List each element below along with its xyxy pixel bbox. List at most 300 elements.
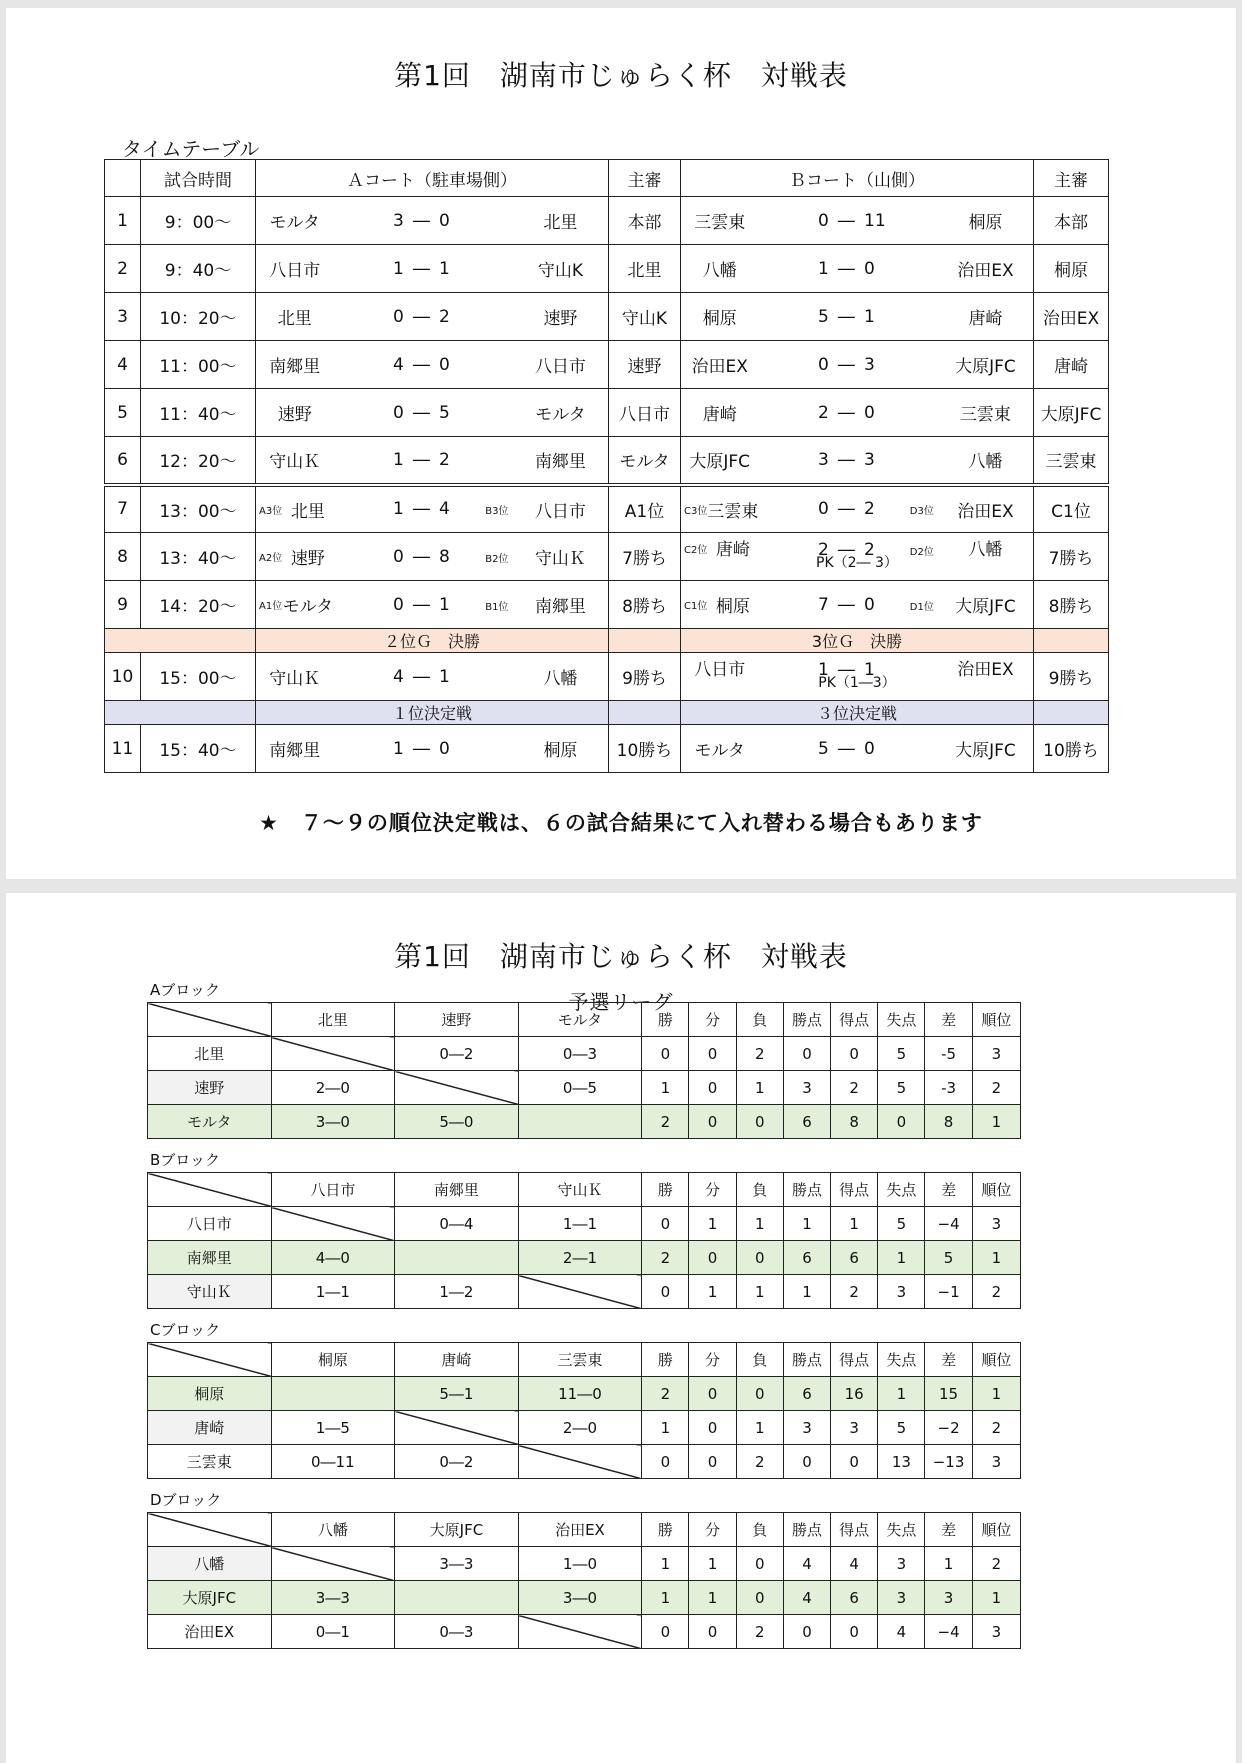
away-score: 0 xyxy=(439,354,450,375)
home-score: 0 xyxy=(818,354,829,375)
match-time: 11：40～ xyxy=(141,389,256,437)
away-score: 2 xyxy=(864,499,875,520)
self-cell xyxy=(395,1411,519,1445)
self-cell xyxy=(518,1445,642,1479)
home-score: 1 xyxy=(393,499,404,520)
result-cell: 1―2 xyxy=(395,1275,519,1309)
away-team: 守山K xyxy=(537,261,584,281)
stat-header: 順位 xyxy=(972,1003,1020,1037)
home-score: 5 xyxy=(818,306,829,327)
seed-tag: B3位 xyxy=(485,506,509,518)
standings-header xyxy=(148,1343,1021,1377)
result-cell: 0―3 xyxy=(518,1037,642,1071)
standings-row xyxy=(148,1071,1021,1105)
score-dash: ― xyxy=(837,499,855,520)
home-score: 4 xyxy=(393,666,404,687)
stat-cell: 2 xyxy=(972,1547,1020,1581)
home-score: 2 xyxy=(818,540,829,561)
referee-a: 北里 xyxy=(609,245,681,293)
result-cell: 3―3 xyxy=(271,1581,395,1615)
match-row xyxy=(105,197,1109,245)
page-title: 第1回 湖南市じゅらく杯 対戦表 xyxy=(394,59,848,92)
stat-header: 勝 xyxy=(642,1173,689,1207)
score-dash: ― xyxy=(412,449,430,470)
stat-cell: 1 xyxy=(878,1241,925,1275)
match-row xyxy=(105,725,1109,773)
stat-cell: 0 xyxy=(831,1037,878,1071)
home-team: 北里 xyxy=(277,309,312,329)
score-dash: ― xyxy=(837,354,855,375)
stat-cell: 1 xyxy=(689,1275,736,1309)
home-score: 2 xyxy=(818,402,829,423)
stat-header: 順位 xyxy=(972,1513,1020,1547)
stat-header: 勝 xyxy=(642,1513,689,1547)
pk-result: PK（1―3） xyxy=(818,675,896,692)
stat-cell: 0 xyxy=(642,1615,689,1649)
away-team: 桐原 xyxy=(543,741,578,761)
stat-cell: 6 xyxy=(783,1105,830,1139)
stat-header: 負 xyxy=(736,1513,783,1547)
stat-cell: 0 xyxy=(689,1037,736,1071)
stat-cell: 2 xyxy=(972,1411,1020,1445)
score-dash: ― xyxy=(412,666,430,687)
result-cell: 0―2 xyxy=(395,1037,519,1071)
self-cell xyxy=(518,1275,642,1309)
stat-cell: 4 xyxy=(831,1547,878,1581)
stat-cell: 5 xyxy=(878,1037,925,1071)
match-time: 10：20～ xyxy=(141,293,256,341)
away-team: 唐崎 xyxy=(968,309,1003,329)
score-dash: ― xyxy=(412,306,430,327)
referee-b: 大原JFC xyxy=(1034,389,1109,437)
standings-row xyxy=(148,1275,1021,1309)
match-no: 9 xyxy=(105,581,141,629)
stat-cell: 2 xyxy=(642,1377,689,1411)
home-team: 桐原 xyxy=(715,597,750,617)
seed-tag: B2位 xyxy=(485,553,509,565)
referee-b: C1位 xyxy=(1034,485,1109,533)
stat-cell: 4 xyxy=(783,1547,830,1581)
stat-header: 得点 xyxy=(831,1003,878,1037)
away-score: 5 xyxy=(439,402,450,423)
stat-header: 分 xyxy=(689,1003,736,1037)
stat-header: 失点 xyxy=(878,1343,925,1377)
home-score: 3 xyxy=(393,210,404,231)
stat-cell: 3 xyxy=(878,1547,925,1581)
score-dash: ― xyxy=(412,354,430,375)
home-team: モルタ xyxy=(269,213,320,233)
page-title-2: 第1回 湖南市じゅらく杯 対戦表 xyxy=(394,940,848,973)
stat-cell: 1 xyxy=(878,1377,925,1411)
stat-header: 分 xyxy=(689,1343,736,1377)
match-cell xyxy=(256,725,609,773)
result-cell: 1―0 xyxy=(518,1547,642,1581)
home-score: 1 xyxy=(818,258,829,279)
header-a_court: Ａコート（駐車場側） xyxy=(256,160,609,197)
home-score: 3 xyxy=(818,449,829,470)
away-team: 大原JFC xyxy=(955,741,1016,761)
match-no: 1 xyxy=(105,197,141,245)
away-score: 0 xyxy=(864,594,875,615)
block-label: Aブロック xyxy=(150,981,220,999)
self-cell xyxy=(395,1581,519,1615)
match-cell xyxy=(256,245,609,293)
timetable xyxy=(104,159,1109,773)
referee-b: 7勝ち xyxy=(1034,533,1109,581)
header-b_ref: 主審 xyxy=(1034,160,1109,197)
match-cell xyxy=(681,581,1034,629)
result-cell: 3―0 xyxy=(518,1581,642,1615)
team-name: 守山Ｋ xyxy=(148,1275,272,1309)
standings-table xyxy=(147,1002,1021,1139)
stat-cell: 0 xyxy=(831,1445,878,1479)
stat-cell: 5 xyxy=(925,1241,972,1275)
team-name: 速野 xyxy=(148,1071,272,1105)
referee-a: 八日市 xyxy=(609,389,681,437)
away-score: 0 xyxy=(439,738,450,759)
stat-cell: 1 xyxy=(972,1581,1020,1615)
away-score: 3 xyxy=(864,449,875,470)
stat-cell: 3 xyxy=(878,1581,925,1615)
self-cell xyxy=(271,1037,395,1071)
result-cell: 1―5 xyxy=(271,1411,395,1445)
stage-label-a: ２位Ｇ 決勝 xyxy=(256,629,609,653)
match-cell xyxy=(256,533,609,581)
referee-a: A1位 xyxy=(609,485,681,533)
match-cell xyxy=(681,293,1034,341)
score-dash: ― xyxy=(412,738,430,759)
stage-band xyxy=(105,629,1109,653)
standings-row xyxy=(148,1241,1021,1275)
stage-label-a: １位決定戦 xyxy=(256,701,609,725)
standings-row xyxy=(148,1037,1021,1071)
result-cell: 2―0 xyxy=(271,1071,395,1105)
score-dash: ― xyxy=(412,546,430,567)
page-subtitle: 予選リーグ xyxy=(568,990,674,1014)
home-team: 速野 xyxy=(290,549,325,569)
self-cell xyxy=(271,1547,395,1581)
home-team: 八日市 xyxy=(694,660,746,681)
match-cell xyxy=(256,581,609,629)
header-time: 試合時間 xyxy=(141,160,256,197)
stat-header: 勝点 xyxy=(783,1173,830,1207)
match-cell xyxy=(256,341,609,389)
stat-cell: 3 xyxy=(878,1275,925,1309)
stat-cell: 0 xyxy=(689,1377,736,1411)
stat-cell: 2 xyxy=(831,1071,878,1105)
match-cell xyxy=(681,725,1034,773)
self-cell xyxy=(271,1377,395,1411)
home-team: モルタ xyxy=(694,741,745,761)
stat-cell: 1 xyxy=(736,1071,783,1105)
stat-cell: 3 xyxy=(925,1581,972,1615)
opponent-header: 八日市 xyxy=(271,1173,395,1207)
match-cell xyxy=(256,389,609,437)
home-team: 速野 xyxy=(277,405,312,425)
referee-b: 8勝ち xyxy=(1034,581,1109,629)
referee-a: 10勝ち xyxy=(609,725,681,773)
stat-cell: -5 xyxy=(925,1037,972,1071)
match-cell xyxy=(681,245,1034,293)
stat-cell: 0 xyxy=(689,1445,736,1479)
home-score: 1 xyxy=(393,449,404,470)
referee-a: モルタ xyxy=(609,437,681,485)
stat-cell: 1 xyxy=(642,1071,689,1105)
score-dash: ― xyxy=(837,660,855,681)
stat-header: 得点 xyxy=(831,1173,878,1207)
match-time: 9：40～ xyxy=(141,245,256,293)
stat-header: 分 xyxy=(689,1513,736,1547)
home-team: 三雲東 xyxy=(694,213,746,233)
away-score: 1 xyxy=(864,660,875,681)
opponent-header: 唐崎 xyxy=(395,1343,519,1377)
home-team: 大原JFC xyxy=(689,452,751,473)
stat-cell: 1 xyxy=(736,1207,783,1241)
match-cell xyxy=(256,437,609,485)
score-dash: ― xyxy=(837,402,855,423)
seed-tag: A3位 xyxy=(259,505,283,517)
stat-cell: 5 xyxy=(878,1411,925,1445)
referee-b: 本部 xyxy=(1034,197,1109,245)
seed-tag: C1位 xyxy=(684,601,708,612)
away-score: 11 xyxy=(864,210,886,231)
standings-row xyxy=(148,1105,1021,1139)
away-score: 8 xyxy=(439,546,450,567)
stat-cell: 3 xyxy=(783,1411,830,1445)
home-team: 八日市 xyxy=(269,261,321,281)
stat-cell: 6 xyxy=(831,1241,878,1275)
stat-cell: 2 xyxy=(736,1037,783,1071)
home-team: 守山Ｋ xyxy=(269,669,321,689)
timetable-header xyxy=(105,160,1109,197)
stat-cell: 4 xyxy=(783,1581,830,1615)
home-team: 南郷里 xyxy=(269,357,321,377)
match-time: 9：00～ xyxy=(141,197,256,245)
home-score: 0 xyxy=(393,546,404,567)
standings-table xyxy=(147,1172,1021,1309)
result-cell: 4―0 xyxy=(271,1241,395,1275)
result-cell: 2―0 xyxy=(518,1411,642,1445)
away-score: 1 xyxy=(439,594,450,615)
seed-tag: B1位 xyxy=(485,601,509,613)
seed-tag: A2位 xyxy=(259,553,283,564)
opponent-header: 北里 xyxy=(271,1003,395,1037)
stage-band xyxy=(105,701,1109,725)
score-dash: ― xyxy=(837,306,855,327)
home-score: 0 xyxy=(393,402,404,423)
home-score: 1 xyxy=(393,258,404,279)
away-team: 八幡 xyxy=(968,452,1003,473)
referee-b: 桐原 xyxy=(1034,245,1109,293)
match-cell xyxy=(681,389,1034,437)
away-team: 三雲東 xyxy=(959,405,1011,425)
stat-cell: 2 xyxy=(736,1445,783,1479)
stat-cell: 1 xyxy=(689,1547,736,1581)
stat-cell: 2 xyxy=(972,1071,1020,1105)
standings-row xyxy=(148,1581,1021,1615)
away-score: 2 xyxy=(439,306,450,327)
stat-cell: 5 xyxy=(878,1207,925,1241)
stat-cell: 2 xyxy=(642,1241,689,1275)
stat-cell: 6 xyxy=(831,1581,878,1615)
opponent-header: 桐原 xyxy=(271,1343,395,1377)
standings-header xyxy=(148,1513,1021,1547)
home-team: モルタ xyxy=(282,597,333,617)
stat-header: 勝 xyxy=(642,1003,689,1037)
stat-cell: −1 xyxy=(925,1275,972,1309)
standings-header xyxy=(148,1003,1021,1037)
seed-tag: A1位 xyxy=(259,601,283,612)
result-cell: 1―1 xyxy=(271,1275,395,1309)
stat-cell: 3 xyxy=(972,1207,1020,1241)
stat-header: 勝点 xyxy=(783,1343,830,1377)
stat-cell: 0 xyxy=(783,1037,830,1071)
stat-cell: 8 xyxy=(831,1105,878,1139)
stat-header: 得点 xyxy=(831,1343,878,1377)
home-score: 5 xyxy=(818,738,829,759)
stat-cell: 1 xyxy=(783,1207,830,1241)
opponent-header: モルタ xyxy=(518,1003,642,1037)
home-team: 北里 xyxy=(290,501,325,522)
stat-cell: 0 xyxy=(878,1105,925,1139)
stat-header: 失点 xyxy=(878,1003,925,1037)
away-team: 守山Ｋ xyxy=(534,549,586,569)
result-cell: 11―0 xyxy=(518,1377,642,1411)
match-no: 2 xyxy=(105,245,141,293)
stat-cell: 0 xyxy=(642,1445,689,1479)
stat-cell: 15 xyxy=(925,1377,972,1411)
opponent-header: 守山Ｋ xyxy=(518,1173,642,1207)
standings-row xyxy=(148,1547,1021,1581)
home-score: 7 xyxy=(818,594,829,615)
match-no: 5 xyxy=(105,389,141,437)
self-cell xyxy=(518,1105,642,1139)
referee-a: 守山K xyxy=(609,293,681,341)
home-score: 0 xyxy=(818,499,829,520)
home-team: 治田EX xyxy=(691,357,748,377)
home-score: 0 xyxy=(393,306,404,327)
stat-header: 差 xyxy=(925,1173,972,1207)
stat-cell: 1 xyxy=(689,1581,736,1615)
away-team: 南郷里 xyxy=(534,597,586,617)
home-team: 守山Ｋ xyxy=(269,452,321,473)
score-dash: ― xyxy=(412,402,430,423)
stat-cell: 0 xyxy=(736,1547,783,1581)
referee-a: 速野 xyxy=(609,341,681,389)
opponent-header: 南郷里 xyxy=(395,1173,519,1207)
stat-cell: 1 xyxy=(831,1207,878,1241)
stat-cell: 2 xyxy=(736,1615,783,1649)
stat-cell: 4 xyxy=(878,1615,925,1649)
match-row xyxy=(105,293,1109,341)
stat-cell: 0 xyxy=(783,1615,830,1649)
match-row xyxy=(105,533,1109,581)
seed-tag: C3位 xyxy=(684,505,708,517)
stat-header: 差 xyxy=(925,1343,972,1377)
opponent-header: 三雲東 xyxy=(518,1343,642,1377)
self-cell xyxy=(395,1071,519,1105)
team-name: 三雲東 xyxy=(148,1445,272,1479)
stat-cell: −2 xyxy=(925,1411,972,1445)
away-team: 八幡 xyxy=(543,669,578,689)
stat-header: 勝 xyxy=(642,1343,689,1377)
stat-cell: −4 xyxy=(925,1615,972,1649)
away-score: 0 xyxy=(864,738,875,759)
home-team: 唐崎 xyxy=(715,540,750,561)
header-a_ref: 主審 xyxy=(609,160,681,197)
stat-cell: 3 xyxy=(972,1615,1020,1649)
match-row xyxy=(105,653,1109,701)
block-label: Cブロック xyxy=(150,1321,221,1339)
stat-cell: 0 xyxy=(783,1445,830,1479)
stat-header: 得点 xyxy=(831,1513,878,1547)
result-cell: 0―3 xyxy=(395,1615,519,1649)
referee-a: 7勝ち xyxy=(609,533,681,581)
standings-row xyxy=(148,1377,1021,1411)
score-dash: ― xyxy=(837,258,855,279)
seed-tag: D3位 xyxy=(909,506,934,518)
result-cell: 3―0 xyxy=(271,1105,395,1139)
away-score: 4 xyxy=(439,499,450,520)
away-team: 桐原 xyxy=(968,213,1003,233)
stat-cell: 0 xyxy=(642,1275,689,1309)
stat-cell: 0 xyxy=(689,1105,736,1139)
standings-row xyxy=(148,1411,1021,1445)
team-name: 桐原 xyxy=(148,1377,272,1411)
away-team: 八日市 xyxy=(534,501,586,522)
stat-cell: 16 xyxy=(831,1377,878,1411)
referee-b: 唐崎 xyxy=(1034,341,1109,389)
seed-tag: D2位 xyxy=(909,547,934,559)
away-team: 大原JFC xyxy=(955,357,1016,377)
match-no: 3 xyxy=(105,293,141,341)
score-dash: ― xyxy=(412,499,430,520)
stat-cell: 0 xyxy=(689,1411,736,1445)
score-dash: ― xyxy=(412,258,430,279)
header-b_court: Ｂコート（山側） xyxy=(681,160,1034,197)
team-name: 治田EX xyxy=(148,1615,272,1649)
stat-cell: 1 xyxy=(642,1581,689,1615)
stat-cell: 1 xyxy=(972,1241,1020,1275)
seed-tag: D1位 xyxy=(909,601,934,613)
match-cell xyxy=(256,653,609,701)
referee-b: 10勝ち xyxy=(1034,725,1109,773)
stat-cell: 2 xyxy=(831,1275,878,1309)
standings-header xyxy=(148,1173,1021,1207)
away-score: 1 xyxy=(864,306,875,327)
match-time: 13：40～ xyxy=(141,533,256,581)
score-dash: ― xyxy=(837,540,855,561)
away-score: 1 xyxy=(439,258,450,279)
away-score: 0 xyxy=(864,258,875,279)
stat-header: 順位 xyxy=(972,1173,1020,1207)
home-team: 三雲東 xyxy=(707,501,759,522)
away-score: 2 xyxy=(864,540,875,561)
stat-cell: −13 xyxy=(925,1445,972,1479)
stat-cell: 2 xyxy=(642,1105,689,1139)
stat-cell: 1 xyxy=(783,1275,830,1309)
away-score: 2 xyxy=(439,449,450,470)
block-label: Bブロック xyxy=(150,1151,220,1169)
stat-cell: 1 xyxy=(972,1105,1020,1139)
stat-cell: 0 xyxy=(689,1241,736,1275)
stat-cell: 1 xyxy=(972,1377,1020,1411)
match-no: 10 xyxy=(105,653,141,701)
home-score: 0 xyxy=(818,210,829,231)
score-dash: ― xyxy=(837,210,855,231)
match-cell xyxy=(681,653,1034,701)
self-cell xyxy=(271,1207,395,1241)
